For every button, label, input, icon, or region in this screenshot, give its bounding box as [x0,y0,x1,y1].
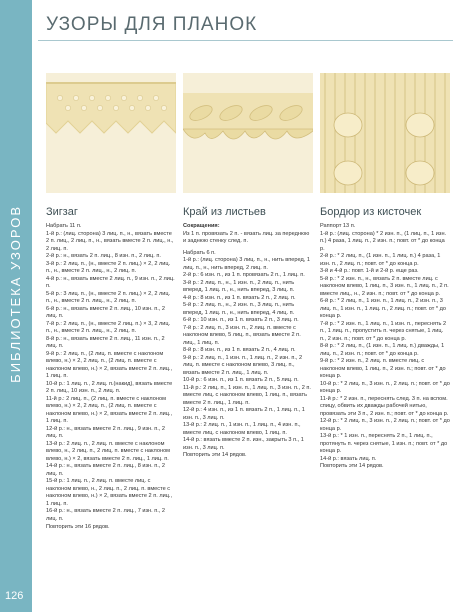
pattern-title: Бордюр из кисточек [320,206,422,218]
pattern-meta-line: Из 1 п. провязать 2 п. - вязать лиц. за переднюю и заднюю стенку след. п. [183,230,310,244]
page-number: 126 [5,590,24,602]
pattern-leaf-edge [183,206,313,460]
pattern-meta-line: Набрать 11 п. [46,223,82,229]
row-instruction: 6-й р.: * 2 лиц. п., 1 изн. п., 1 лиц. п., 2 изн. п., 3 лиц. п., 1 изн. п., 1 лиц. п., 2 лиц. п.; повт. от * до конца р. [320,298,446,319]
sidebar-strip [0,0,32,612]
page-title: УЗОРЫ ДЛЯ ПЛАНОК [46,14,258,35]
pattern-meta-line: Сокращения: [183,223,220,229]
row-instruction: 8-й р.: н., вязать вместе 2 п. лиц., 11 изн. п., 2 лиц. п. [46,335,165,349]
pattern-zigzag [46,206,176,532]
repeat-note: Повторить эти 14 рядов. [320,463,384,469]
row-instruction: 9-й р.: 2 лиц. п., 1 изн. п., 1 лиц. п., 2 изн. п., 2 лиц. п. вместе с наклоном влево, 3 лиц. п., вязать вместе 2 п. лиц., 1 лиц. п. [183,354,303,376]
row-instruction: 12-й р.: * 2 лиц. п., 3 изн. п., 2 лиц. п.; повт. от * до конца р. [320,418,450,432]
row-instruction: 1-й р.: (лиц. сторона) * 2 изн. п., (1 лиц. п., 1 изн. п.) 4 раза, 1 лиц. п., 2 изн. п.; повт. от * до конца р. [320,230,447,252]
row-instruction: 1-й р.: (лиц. сторона) 3 лиц. п., н., вязать вместе 2 п. лиц., 2 лиц. п., н., вязать вместе 2 п. лиц., н., 2 лиц. п. [46,230,174,252]
zigzag-photo [46,73,176,193]
row-instruction: 4-й р.: н., вязать вместе 2 лиц. п., 9 изн. п., 2 лиц. п. [46,275,175,289]
row-instruction: 10-й р.: 6 изн. п., из 1 п. вязать 2 п., 5 лиц. п. [183,377,299,383]
row-instruction: 7-й р.: * 2 изн. п., 1 лиц. п., 1 изн. п., переснять 2 п., 1 лиц. п., пропустить п. через снятые, 1 лиц. п., 2 изн. п.; повт. от * до конца р. [320,320,447,342]
row-instruction: 11-й р.: 2 лиц. п., (2 лиц. п. вместе с наклоном влево, н.) × 2, 2 лиц. п., (2 лиц. п. вместе с наклоном влево, н.) × 2, вязать вместе 2 п. лиц., 1 лиц. п. [46,395,173,424]
pattern-meta-line: Набрать 6 п. [183,249,216,256]
row-instruction: 14-й р.: вязать лиц. п. [320,455,377,462]
leaf-edge-photo [183,73,313,193]
row-instruction: 2-й р.: н., вязать 2 п. лиц., 8 изн. п., 2 лиц. п. [46,253,161,259]
row-instruction: 3-й р.: 2 лиц. п., (н., вместе 2 п. лиц.) × 2, 2 лиц. п., н., вместе 2 п. лиц., н., 2 лиц. п. [46,260,171,274]
row-instruction: 9-й р.: * 2 изн. п., 2 лиц. п. вместе лиц. с наклоном влево, 1 лиц. п., 2 изн. п.; повт. от * до конца р. [320,358,446,379]
row-instruction: 7-й р.: 2 лиц. п., (н., вместе 2 лиц. п.) × 3, 2 лиц. п., н., вместе 2 п. лиц., н., 2 лиц. п. [46,320,171,334]
row-instruction: 11-й р.: 2 лиц. п., 1 изн. п., 1 лиц. п., 3 изн. п., 2 п. вместе лиц. с наклоном влево, 1 лиц. п., вязать вместе 2 п. лиц., 1 лиц. п. [183,384,311,406]
row-instruction: 6-й р.: н., вязать вместе 2 п. лиц., 10 изн. п., 2 лиц. п. [46,305,166,319]
row-instruction: 14-й р.: н., вязать вместе 2 п. лиц., 8 изн. п., 2 лиц. п. [46,463,166,477]
repeat-note: Повторить эти 14 рядов. [183,452,247,458]
row-instruction: 10-й р.: 1 лиц. п., 2 лиц. п.(накид), вязать вместе 2 п. лиц., 10 изн. п., 2 лиц. п. [46,380,173,394]
row-instruction: 3-й и 4-й р.: повт. 1-й и 2-й р. еще раз. [320,268,419,274]
row-instruction: 14-й р.: вязать вместе 2 п. изн., закрыть 3 п., 1 изн. п., 3 лиц. п. [183,437,304,451]
row-instruction: 13-й р.: 2 лиц. п., 1 изн. п., 1 лиц. п., 4 изн. п., вместе лиц. с наклоном влево, 1 лиц. п. [183,422,301,436]
row-instruction: 5-й р.: * 2 изн. п., н., вязать 2 п. вместе лиц. с наклоном влево, 1 лиц. п., 3 изн. п., 1 лиц. п., 2 п. вместе лиц., н., 2 изн. п.; повт. от * до конца р. [320,275,449,297]
pattern-tassel-border [320,206,450,471]
row-instruction: 2-й р.: * 2 лиц. п., (1 изн. п., 1 лиц. п.) 4 раза, 1 изн. п., 2 лиц. п.; повт. от * до конца р. [320,253,441,267]
tassel-border-photo [320,73,450,193]
row-instruction: 12-й р.: 4 изн. п., из 1 п. вязать 2 п., 1 лиц. п., 1 изн. п., 3 лиц. п. [183,407,305,421]
row-instruction: 11-й р.: * 2 изн. п., переснять след. 3 п. на вспом. спицу, обвить их дважды рабочей нитью, провязать эти 3 п., 2 изн. п.; повт. от * до конца р. [320,395,449,417]
row-instruction: 10-й р.: * 2 лиц. п., 3 изн. п., 2 лиц. п.; повт. от * до конца р. [320,380,450,394]
row-instruction: 12-й р.: н., вязать вместе 2 п. лиц., 9 изн. п., 2 лиц. п. [46,425,166,439]
row-instruction: 9-й р.: 2 лиц. п., (2 лиц. п. вместе с наклоном влево, н.) × 2, 2 лиц. п., (2 лиц. п. вместе с наклоном влево, н.) × 2, вязать вместе 2 п. лиц., 1 лиц. п. [46,350,173,379]
title-divider [38,40,453,41]
row-instruction: 13-й р.: 2 лиц. п., 2 лиц. п. вместе с наклоном влево, н., 2 лиц. п., 2 лиц. п. вместе с наклоном влево, н.) × 2, вязать вместе 2 п. лиц., 1 лиц. п. [46,440,171,462]
pattern-title: Край из листьев [183,206,266,218]
row-instruction: 3-й р.: 2 лиц. п., н., 1 изн. п., 2 лиц. п., нить вперед, 1 лиц. п., н., нить вперед, 3 лиц. п. [183,279,295,293]
sidebar-title: БИБЛИОТЕКА УЗОРОВ [8,205,23,383]
repeat-note: Повторить эти 16 рядов. [46,524,110,530]
row-instruction: 15-й р.: 1 лиц. п., 2 лиц. п. вместе лиц. с наклоном влево, н., 2 лиц. п., 2 лиц. п. вместе с наклоном влево, н.) × 2, вязать вместе 2 п. лиц., 1 лиц. п. [46,478,173,507]
row-instruction: 8-й р.: 8 изн. п., из 1 п. вязать 2 п., 4 лиц. п. [183,347,296,353]
row-instruction: 7-й р.: 2 лиц. п., 3 изн. п., 2 лиц. п. вместе с наклоном влево, 5 лиц. п., вязать вместе 2 п. лиц., 1 лиц. п. [183,324,301,346]
row-instruction: 4-й р.: 8 изн. п., из 1 п. вязать 2 п., 2 лиц. п. [183,294,296,301]
pattern-title: Зигзаг [46,206,78,218]
pattern-meta-line: Раппорт 13 п. [320,223,356,229]
row-instruction: 6-й р.: 10 изн. п., из 1 п. вязать 2 п., 3 лиц. п. [183,317,299,323]
row-instruction: 1-й р.: (лиц. сторона) 3 лиц. п., н., нить вперед, 1 лиц. п., н., нить вперед, 2 лиц. п. [183,257,310,271]
row-instruction: 2-й р.: 6 изн. п., из 1 п. провязать 2 п., 1 лиц. п. [183,272,305,278]
row-instruction: 5-й р.: 3 лиц. п., (н., вместе 2 п. лиц.) × 2, 2 лиц. п., н., вместе 2 п. лиц., н., 2 лиц. п. [46,290,171,304]
row-instruction: 13-й р.: * 1 изн. п., переснять 2 п., 1 лиц. п., протянуть п. через снятые, 1 изн. п.; повт. от * до конца р. [320,433,448,454]
row-instruction: 8-й р.: * 2 лиц. п., (1 изн. п., 1 лиц. п.) дважды, 1 лиц. п., 2 изн. п.; повт. от * до конца р. [320,343,445,357]
row-instruction: 5-й р.: 2 лиц. п., н., 2 изн. п., 3 лиц. п., нить вперед, 1 лиц. п., н., нить вперед, 4 лиц. п. [183,302,295,316]
row-instruction: 16-й р.: н., вязать вместе 2 п. лиц., 7 изн. п., 2 лиц. п. [46,508,166,522]
